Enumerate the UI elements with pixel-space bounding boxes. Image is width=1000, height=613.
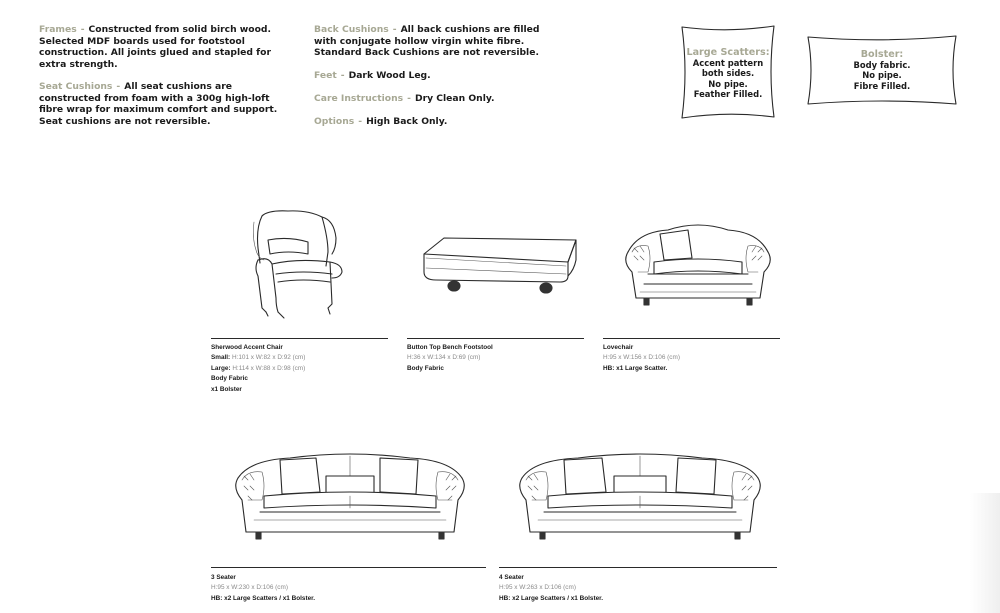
product-note: Body Fabric bbox=[407, 364, 444, 372]
caption-divider bbox=[603, 338, 780, 339]
caption-accent-chair bbox=[211, 343, 386, 395]
accent-chair-illustration bbox=[248, 208, 348, 320]
spec-label: Seat Cushions bbox=[39, 81, 113, 92]
product-note: x1 Bolster bbox=[211, 385, 242, 393]
page-edge-shadow bbox=[970, 493, 1000, 613]
bolster-cushion-label bbox=[818, 50, 946, 91]
spec-label: Back Cushions bbox=[314, 24, 389, 35]
product-dims: H:36 x W:134 x D:69 (cm) bbox=[407, 354, 481, 362]
product-note: HB: x2 Large Scatters / x1 Bolster. bbox=[211, 594, 316, 602]
spec-care: Care Instructions - Dry Clean Only. bbox=[314, 93, 495, 104]
spec-label: Options bbox=[314, 116, 355, 127]
spec-feet: Feet - Dark Wood Leg. bbox=[314, 70, 431, 81]
caption-three-seater bbox=[211, 573, 481, 604]
spec-text: Dark Wood Leg. bbox=[348, 70, 431, 81]
spec-label: Frames bbox=[39, 24, 77, 35]
size-dims: H:114 x W:88 x D:98 (cm) bbox=[232, 364, 306, 372]
size-dims: H:101 x W:82 x D:92 (cm) bbox=[231, 354, 306, 362]
spec-seat-cushions: Seat Cushions - All seat cushions are constructed from foam with a 300g high-loft fibre wrap for maximum comfort and support. Seat cushions are not reversible. bbox=[39, 81, 278, 127]
product-dims: H:95 x W:156 x D:106 (cm) bbox=[603, 354, 680, 362]
four-seater-illustration bbox=[514, 452, 766, 544]
spec-text: High Back Only. bbox=[366, 116, 448, 127]
product-size-small bbox=[211, 353, 386, 363]
caption-footstool bbox=[407, 343, 582, 374]
scatter-title: Large Scatters: bbox=[686, 47, 770, 58]
product-size-large bbox=[211, 364, 386, 374]
spec-text: All seat cushions are constructed from foam with a 300g high-loft fibre wrap for maximum comfort and support. Seat cushions are not reversible. bbox=[39, 81, 278, 127]
spec-text: All back cushions are filled with conjugate hollow virgin white fibre. Standard Back Cushions are not reversible. bbox=[314, 24, 540, 59]
scatter-line: Feather Filled. bbox=[693, 88, 763, 99]
spec-back-cushions: Back Cushions - All back cushions are filled with conjugate hollow virgin white fibre. Standard Back Cushions are not reversible. bbox=[314, 24, 540, 59]
product-note: HB: x1 Large Scatter. bbox=[603, 364, 668, 372]
product-dims: H:95 x W:263 x D:106 (cm) bbox=[499, 584, 576, 592]
size-label: Large: bbox=[211, 364, 231, 372]
size-label: Small: bbox=[211, 354, 231, 362]
caption-lovechair bbox=[603, 343, 778, 374]
bolster-title: Bolster: bbox=[860, 49, 904, 60]
bolster-line: Fibre Filled. bbox=[853, 80, 911, 91]
lovechair-illustration bbox=[618, 222, 778, 312]
spec-label: Care Instructions bbox=[314, 93, 404, 104]
spec-text: Constructed from solid birch wood. Selected MDF boards used for footstool construction. All joints glued and stapled for extra strength. bbox=[39, 24, 271, 70]
scatter-line: both sides. bbox=[701, 68, 755, 79]
scatter-line: Accent pattern bbox=[692, 58, 764, 69]
product-name: Lovechair bbox=[603, 344, 634, 351]
scatter-cushion-label bbox=[683, 48, 773, 99]
spec-text: Dry Clean Only. bbox=[414, 93, 495, 104]
spec-frames: Frames - Constructed from solid birch wood. Selected MDF boards used for footstool construction. All joints glued and stapled for extra strength. bbox=[39, 24, 271, 70]
product-name: 3 Seater bbox=[211, 574, 236, 581]
product-name: Sherwood Accent Chair bbox=[211, 344, 283, 351]
caption-divider bbox=[499, 567, 777, 568]
product-note: HB: x2 Large Scatters / x1 Bolster. bbox=[499, 594, 604, 602]
caption-four-seater bbox=[499, 573, 774, 604]
bolster-line: Body fabric. bbox=[853, 60, 911, 71]
spec-options: Options - High Back Only. bbox=[314, 116, 448, 127]
product-dims: H:95 x W:230 x D:106 (cm) bbox=[211, 584, 288, 592]
scatter-line: No pipe. bbox=[708, 78, 748, 89]
caption-divider bbox=[211, 567, 486, 568]
footstool-illustration bbox=[420, 234, 580, 300]
product-name: 4 Seater bbox=[499, 574, 524, 581]
product-name: Button Top Bench Footstool bbox=[407, 344, 493, 351]
spec-label: Feet bbox=[314, 70, 337, 81]
three-seater-illustration bbox=[230, 452, 470, 544]
caption-divider bbox=[407, 338, 584, 339]
caption-divider bbox=[211, 338, 388, 339]
bolster-line: No pipe. bbox=[862, 70, 902, 81]
product-note: Body Fabric bbox=[211, 375, 248, 383]
